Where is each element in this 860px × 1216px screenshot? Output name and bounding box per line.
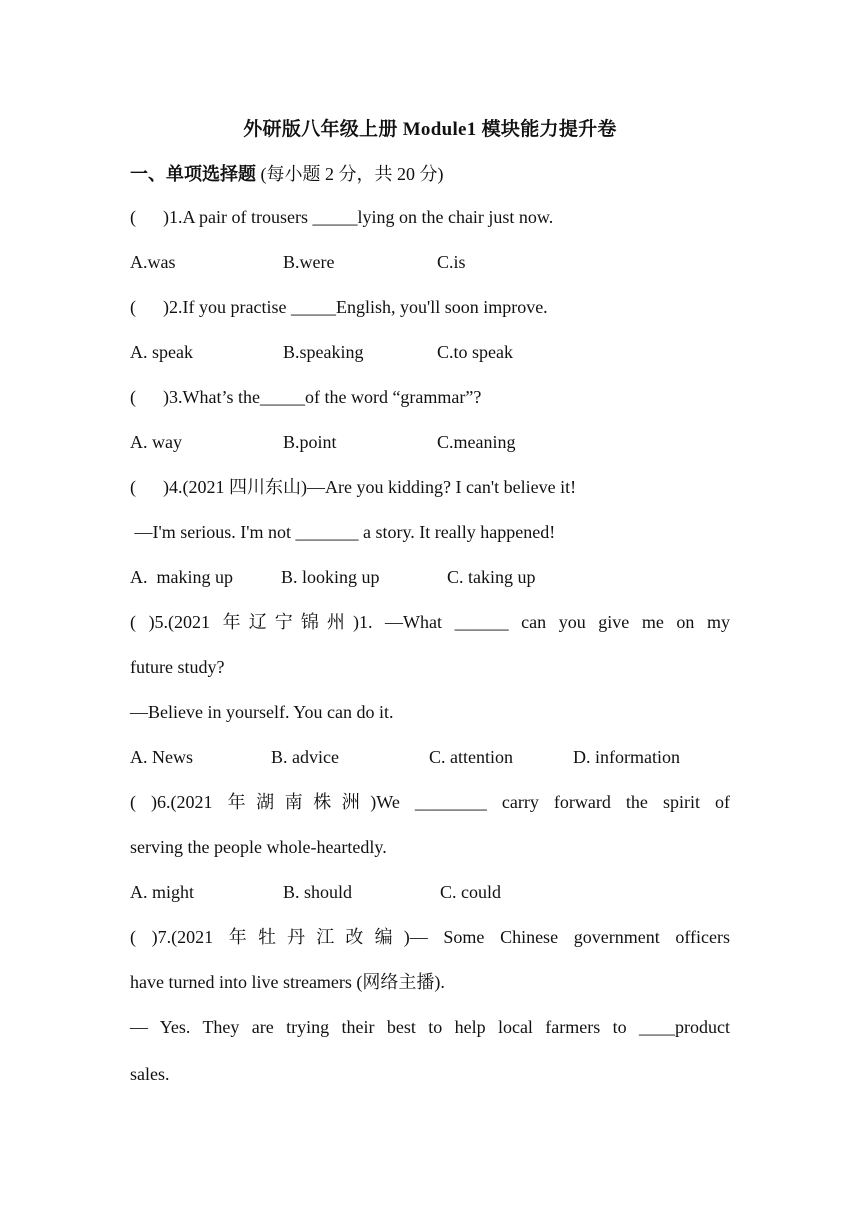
question-5-stem-line-2: future study? [130,657,225,677]
question-5-stem: ( )5.(2021 年辽宁锦州)1. —What ______ can you give me on my [130,612,730,632]
option-c: C. taking up [447,567,536,587]
section-note: (每小题 2 分，共 20 分) [260,164,444,184]
question-6-options [130,880,730,904]
question-3-stem: ( )3.What’s the_____of the word “grammar”? [130,387,482,407]
option-b: B. looking up [281,567,380,587]
option-c: C.meaning [437,432,516,452]
option-b: B. advice [271,747,339,767]
option-c: C.to speak [437,342,513,362]
option-c: C.is [437,252,466,272]
question-7-stem: ( )7.(2021 年牡丹江改编)— Some Chinese government officers [130,927,730,947]
option-a: A. might [130,882,195,902]
question-6-stem: ( )6.(2021 年湖南株洲)We ________ carry forward the spirit of [130,792,730,812]
question-7-stem-line-3: — Yes. They are trying their best to help local farmers to ____product [130,1017,730,1037]
question-1-options [130,250,730,274]
option-a: A. making up [130,567,233,587]
question-7-stem-line-2: have turned into live streamers (网络主播). [130,972,445,992]
section-heading-block [130,160,444,186]
page-title: 外研版八年级上册 Module1 模块能力提升卷 [243,119,617,140]
option-b: B.were [283,252,335,272]
question-2-options [130,340,730,364]
option-a: A.was [130,252,176,272]
question-6-stem-line-2: serving the people whole-heartedly. [130,837,387,857]
option-c: C. could [440,882,501,902]
option-a: A. News [130,747,193,767]
question-1-stem: ( )1.A pair of trousers _____lying on the chair just now. [130,207,554,227]
question-7-stem-line-4: sales. [130,1064,170,1084]
option-a: A. speak [130,342,193,362]
question-5-stem-line-3: —Believe in yourself. You can do it. [130,702,394,722]
question-4-options [130,565,730,589]
question-5-options [130,745,730,769]
question-3-options [130,430,730,454]
option-c: C. attention [429,747,513,767]
question-2-stem: ( )2.If you practise _____English, you'll soon improve. [130,297,548,317]
question-4-stem-line-2: —I'm serious. I'm not _______ a story. It really happened! [130,522,556,542]
question-4-stem: ( )4.(2021 四川东山)—Are you kidding? I can't believe it! [130,477,577,497]
option-a: A. way [130,432,182,452]
option-b: B. should [283,882,353,902]
section-heading: 一、单项选择题 [130,164,256,184]
option-d: D. information [573,747,680,767]
option-b: B.point [283,432,337,452]
option-b: B.speaking [283,342,364,362]
